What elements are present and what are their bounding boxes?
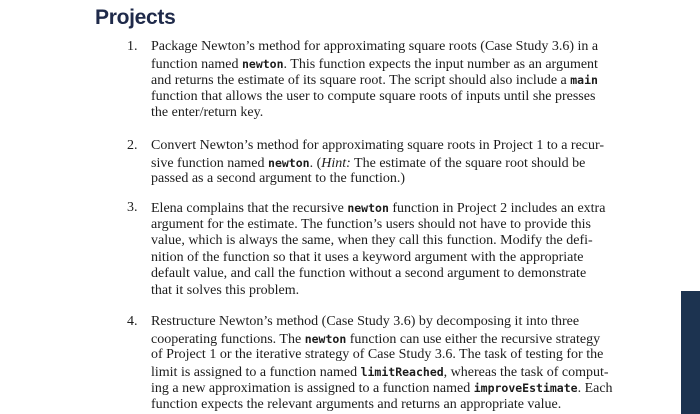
text-line: [151, 171, 629, 188]
text-run: . This function expects the input number as an argument: [283, 56, 598, 72]
text-run: the enter/return key.: [151, 105, 264, 121]
code-term: improveEstimate: [473, 381, 578, 396]
item-text: [151, 200, 629, 300]
text-line: [151, 250, 629, 267]
text-run: . (: [309, 155, 322, 171]
text-line: [151, 347, 629, 364]
italic-text: Hint:: [321, 155, 351, 171]
text-run: , whereas the task of comput-: [443, 364, 609, 380]
text-run: value, which is always the same, when they call this function. Modify the defi-: [151, 233, 593, 249]
code-term: newton: [304, 331, 347, 346]
text-line: [151, 314, 629, 331]
text-run: and returns the estimate of its square root. The script should also include a: [151, 73, 571, 89]
item-number: 4.: [127, 314, 138, 329]
text-line: [151, 331, 629, 348]
text-run: function in Project 2 includes an extra: [388, 201, 606, 216]
item-number: 3.: [127, 200, 138, 215]
text-run: Elena complains that the recursive: [151, 201, 348, 216]
code-term: newton: [268, 155, 310, 170]
item-text: [151, 314, 629, 414]
text-run: function named: [151, 56, 242, 72]
text-line: [151, 105, 629, 122]
item-number: 2.: [127, 138, 138, 153]
item-text: [151, 138, 629, 188]
text-line: [151, 380, 629, 397]
text-run: function expects the relevant arguments and returns an appropriate value.: [151, 396, 562, 412]
text-run: that it solves this problem.: [151, 282, 300, 298]
code-term: newton: [241, 56, 284, 71]
text-run: . Each: [577, 381, 613, 397]
text-run: The estimate of the square root should be: [350, 155, 586, 171]
text-run: cooperating functions. The: [151, 331, 305, 347]
text-run: passed as a second argument to the function.): [151, 171, 406, 187]
text-line: [151, 283, 629, 300]
text-line: [151, 200, 629, 217]
text-line: [151, 397, 629, 414]
text-run: ing a new approximation is assigned to a function named: [151, 381, 474, 397]
text-run: sive function named: [151, 155, 269, 171]
text-run: Convert Newton’s method for approximating square roots in Project 1 to a recur-: [151, 138, 605, 153]
text-line: [151, 266, 629, 283]
text-run: nition of the function so that it uses a keyword argument with the appropriate: [151, 249, 584, 265]
text-run: function that allows the user to compute square roots of inputs until she presses: [151, 88, 596, 104]
text-line: [151, 233, 629, 250]
text-run: default value, and call the function without a second argument to demonstrate: [151, 266, 587, 282]
text-line: [151, 364, 629, 381]
text-run: function can use either the recursive strategy: [346, 331, 601, 347]
text-run: limit is assigned to a function named: [151, 364, 361, 380]
page-title: Projects: [95, 6, 176, 29]
text-line: [151, 39, 629, 56]
text-run: of Project 1 or the iterative strategy of Case Study 3.6. The task of testing for the: [151, 347, 604, 363]
sidebar-tab[interactable]: [681, 291, 700, 414]
code-term: limitReached: [360, 364, 444, 379]
text-line: [151, 56, 629, 73]
text-line: [151, 138, 629, 155]
text-run: Package Newton’s method for approximating square roots (Case Study 3.6) in a: [151, 39, 599, 54]
text-line: [151, 89, 629, 106]
code-term: newton: [347, 201, 389, 215]
code-term: main: [570, 73, 598, 88]
text-line: [151, 72, 629, 89]
item-text: [151, 39, 629, 122]
text-line: [151, 217, 629, 234]
text-run: argument for the estimate. The function’s users should not have to provide this: [151, 216, 592, 232]
item-number: 1.: [127, 39, 138, 54]
text-run: Restructure Newton’s method (Case Study 3.6) by decomposing it into three: [151, 314, 580, 329]
text-line: [151, 155, 629, 172]
